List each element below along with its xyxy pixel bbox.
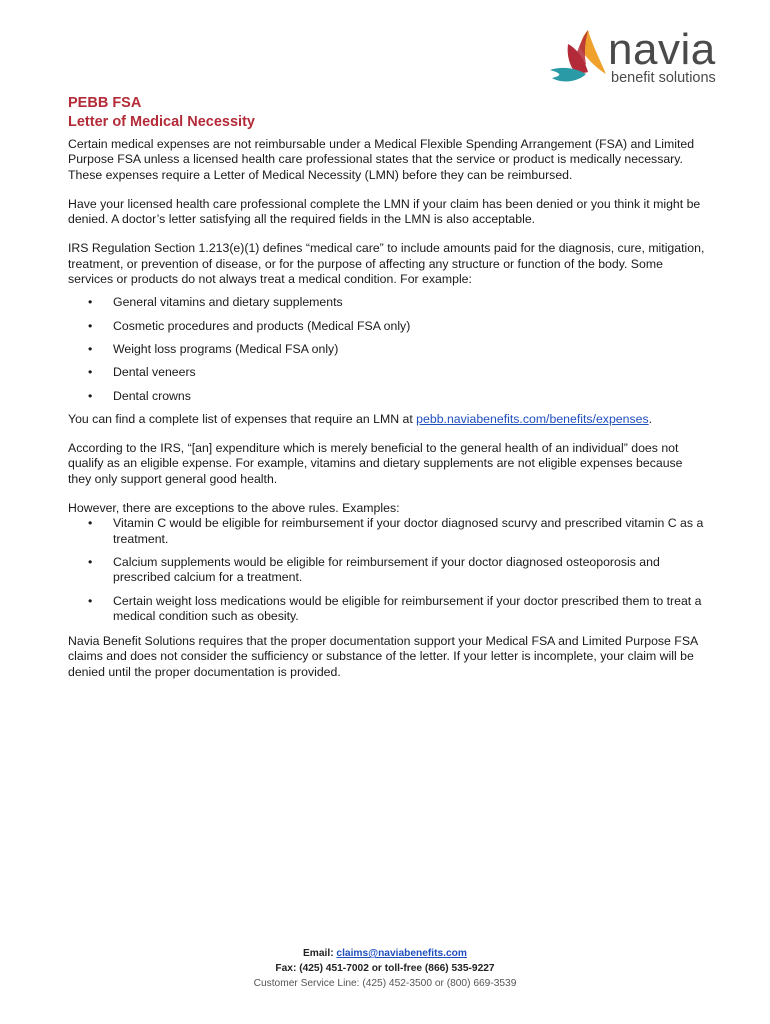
navia-requires-paragraph: Navia Benefit Solutions requires that the proper documentation support your Medical FSA and Limited Purpose FSA claims and does not consider the sufficiency or substance of the letter. If your letter is incomplete, your claim will be denied until the proper documentation is provided.	[68, 634, 698, 679]
bullet-icon: •	[88, 388, 93, 403]
title-line-2: Letter of Medical Necessity	[68, 114, 255, 130]
list-item: • Certain weight loss medications would be eligible for reimbursement if your doctor prescribed them to treat a medical condition such as obesity.	[88, 593, 702, 623]
bullet-icon: •	[88, 295, 93, 310]
document-body	[68, 94, 708, 680]
bullet-icon: •	[88, 593, 93, 608]
footer-fax-line: Fax: (425) 451-7002 or toll-free (866) 535-9227	[275, 963, 495, 974]
list-item: • Dental veneers	[88, 365, 196, 380]
irs-quote-paragraph: According to the IRS, “[an] expenditure which is merely beneficial to the general health of an individual” does not qualify as an eligible expense. For example, vitamins and dietary supplements are not eligible expenses because they only support general good health.	[68, 441, 683, 486]
bullet-icon: •	[88, 365, 93, 380]
expenses-link[interactable]: pebb.naviabenefits.com/benefits/expenses	[416, 411, 649, 426]
title-line-1: PEBB FSA	[68, 95, 142, 111]
irs-regulation-paragraph: IRS Regulation Section 1.213(e)(1) defines “medical care” to include amounts paid for the diagnosis, cure, mitigation, treatment, or prevention of disease, or for the purpose of affecting any structure or function of the body. Some services or products do not always treat a medical condition. For example:	[68, 241, 705, 287]
list-item: • Weight loss programs (Medical FSA only)	[88, 341, 339, 356]
navia-logo-mark-icon	[548, 28, 608, 90]
list-item: • Vitamin C would be eligible for reimbursement if your doctor diagnosed scurvy and prescribed vitamin C as a treatment.	[88, 516, 704, 546]
exceptions-paragraph: However, there are exceptions to the above rules. Examples:	[68, 501, 400, 516]
list-item: • Calcium supplements would be eligible for reimbursement if your doctor diagnosed osteoporosis and prescribed calcium for a treatment.	[88, 554, 660, 585]
bullet-icon: •	[88, 516, 93, 531]
exceptions-list	[68, 516, 708, 624]
intro-paragraph: Certain medical expenses are not reimbursable under a Medical Flexible Spending Arrangement (FSA) and Limited Purpose FSA unless a licensed health care professional states that the service or product is medically necessary. These expenses require a Letter of Medical Necessity (LMN) before they can be reimbursed.	[68, 137, 695, 182]
bullet-icon: •	[88, 318, 93, 333]
email-link[interactable]: claims@naviabenefits.com	[336, 948, 467, 959]
document-title	[68, 94, 708, 132]
logo-wordmark: navia	[608, 25, 716, 74]
contact-footer	[0, 946, 770, 991]
footer-customer-service-line: Customer Service Line: (425) 452-3500 or (800) 669-3539	[253, 978, 517, 989]
navia-logo	[548, 26, 738, 90]
complete-list-paragraph: You can find a complete list of expenses that require an LMN at pebb.naviabenefits.com/benefits/expenses.	[68, 411, 653, 426]
list-item: • Cosmetic procedures and products (Medical FSA only)	[88, 318, 411, 333]
bullet-icon: •	[88, 554, 93, 569]
list-item: • Dental crowns	[88, 388, 191, 403]
logo-tagline: benefit solutions	[611, 70, 716, 86]
have-lmn-paragraph: Have your licensed health care professional complete the LMN if your claim has been denied or you think it might be denied. A doctor’s letter satisfying all the required fields in the LMN is also acceptable.	[68, 196, 701, 227]
bullet-icon: •	[88, 341, 93, 356]
list-item: • General vitamins and dietary supplements	[88, 295, 343, 310]
examples-list	[68, 295, 708, 403]
footer-email-line: Email: claims@naviabenefits.com	[303, 948, 467, 959]
